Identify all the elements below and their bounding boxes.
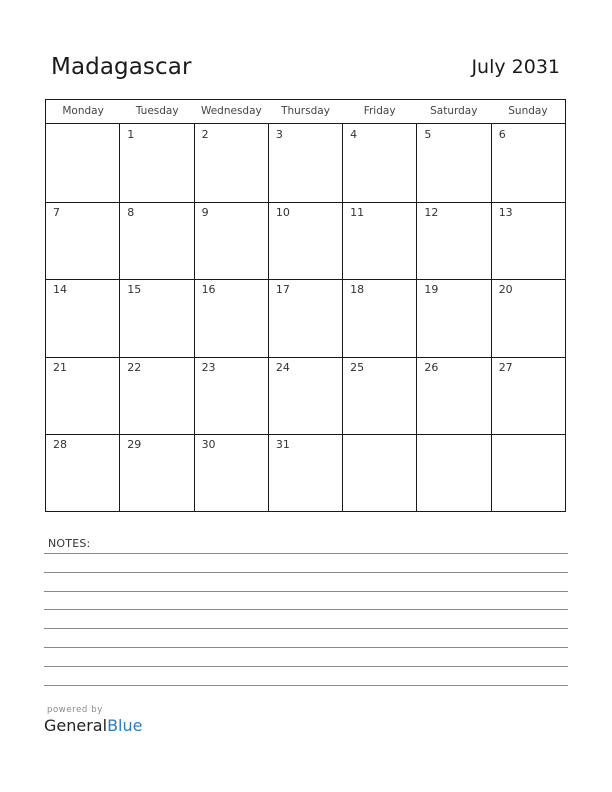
day-cell[interactable] <box>269 202 343 280</box>
weekday-header: Wednesday <box>200 105 262 117</box>
calendar-country-title: Madagascar <box>51 54 192 80</box>
day-number: 13 <box>498 205 513 219</box>
week-row <box>46 202 565 280</box>
day-number: 8 <box>127 205 135 219</box>
note-line[interactable] <box>44 591 568 592</box>
notes-label: NOTES: <box>48 537 91 550</box>
day-number: 22 <box>127 360 142 374</box>
day-number: 15 <box>127 283 142 297</box>
day-cell[interactable] <box>343 279 417 357</box>
day-number: 5 <box>424 128 432 141</box>
day-cell[interactable] <box>417 202 491 280</box>
day-cell[interactable] <box>269 357 343 435</box>
day-cell[interactable] <box>417 357 491 435</box>
generalblue-logo[interactable] <box>44 716 142 735</box>
day-number: 20 <box>498 283 513 297</box>
day-cell[interactable] <box>417 279 491 357</box>
note-line[interactable] <box>44 685 568 686</box>
day-number: 23 <box>201 360 216 374</box>
empty-day-cell <box>492 434 565 512</box>
day-number: 1 <box>127 128 135 141</box>
day-cell[interactable] <box>269 124 343 202</box>
day-cell[interactable] <box>46 279 120 357</box>
day-number: 30 <box>201 438 216 452</box>
brand-blue-text: Blue <box>107 716 143 735</box>
day-number: 24 <box>275 360 290 374</box>
day-cell[interactable] <box>269 434 343 512</box>
note-line[interactable] <box>44 553 568 554</box>
day-number: 18 <box>350 283 365 297</box>
week-row <box>46 434 565 512</box>
day-number: 21 <box>53 360 67 374</box>
day-number: 2 <box>201 128 209 141</box>
week-divider <box>46 202 565 203</box>
day-cell[interactable] <box>195 124 269 202</box>
note-line[interactable] <box>44 647 568 648</box>
weekday-header: Monday <box>62 105 104 117</box>
note-line[interactable] <box>44 666 568 667</box>
day-cell[interactable] <box>269 279 343 357</box>
day-cell[interactable] <box>417 124 491 202</box>
day-cell[interactable] <box>492 279 565 357</box>
day-cell[interactable] <box>120 124 194 202</box>
day-cell[interactable] <box>343 202 417 280</box>
day-cell[interactable] <box>46 434 120 512</box>
day-cell[interactable] <box>343 357 417 435</box>
week-row <box>46 357 565 435</box>
day-number: 28 <box>53 438 67 452</box>
week-divider <box>46 434 565 435</box>
day-cell[interactable] <box>195 434 269 512</box>
week-row <box>46 279 565 357</box>
weekday-header: Friday <box>363 105 396 117</box>
empty-day-cell <box>46 124 120 202</box>
brand-general-text: General <box>44 716 108 735</box>
day-number: 11 <box>350 205 365 219</box>
day-number: 27 <box>498 360 513 374</box>
day-number: 3 <box>275 128 283 141</box>
empty-day-cell <box>417 434 491 512</box>
week-row <box>46 124 565 202</box>
day-number: 7 <box>53 205 60 219</box>
weekday-header-row <box>46 100 565 124</box>
empty-day-cell <box>343 434 417 512</box>
note-line[interactable] <box>44 609 568 610</box>
weekday-header: Saturday <box>430 105 478 117</box>
day-cell[interactable] <box>120 202 194 280</box>
day-cell[interactable] <box>120 279 194 357</box>
weekday-header: Tuesday <box>135 105 179 117</box>
weekday-header: Sunday <box>508 105 548 117</box>
day-cell[interactable] <box>195 202 269 280</box>
day-cell[interactable] <box>120 357 194 435</box>
day-cell[interactable] <box>492 357 565 435</box>
day-cell[interactable] <box>46 357 120 435</box>
day-number: 17 <box>275 283 290 297</box>
day-number: 25 <box>350 360 365 374</box>
day-cell[interactable] <box>343 124 417 202</box>
week-divider <box>46 279 565 280</box>
day-number: 9 <box>201 205 209 219</box>
day-cell[interactable] <box>195 357 269 435</box>
calendar-grid <box>45 99 566 512</box>
note-line[interactable] <box>44 628 568 629</box>
week-divider <box>46 357 565 358</box>
day-cell[interactable] <box>195 279 269 357</box>
day-number: 26 <box>424 360 439 374</box>
powered-by-text: powered by <box>47 705 103 715</box>
day-number: 6 <box>498 128 506 141</box>
day-cell[interactable] <box>120 434 194 512</box>
day-cell[interactable] <box>492 202 565 280</box>
day-cell[interactable] <box>492 124 565 202</box>
calendar-month-title: July 2031 <box>471 56 560 78</box>
day-cell[interactable] <box>46 202 120 280</box>
day-number: 10 <box>275 205 290 219</box>
day-grid <box>46 124 565 512</box>
note-line[interactable] <box>44 572 568 573</box>
day-number: 19 <box>424 283 439 297</box>
day-number: 29 <box>127 438 142 452</box>
day-number: 14 <box>53 283 67 297</box>
day-number: 31 <box>275 438 290 452</box>
day-number: 12 <box>424 205 439 219</box>
day-number: 16 <box>201 283 216 297</box>
day-number: 4 <box>350 128 358 141</box>
weekday-header: Thursday <box>281 105 330 117</box>
